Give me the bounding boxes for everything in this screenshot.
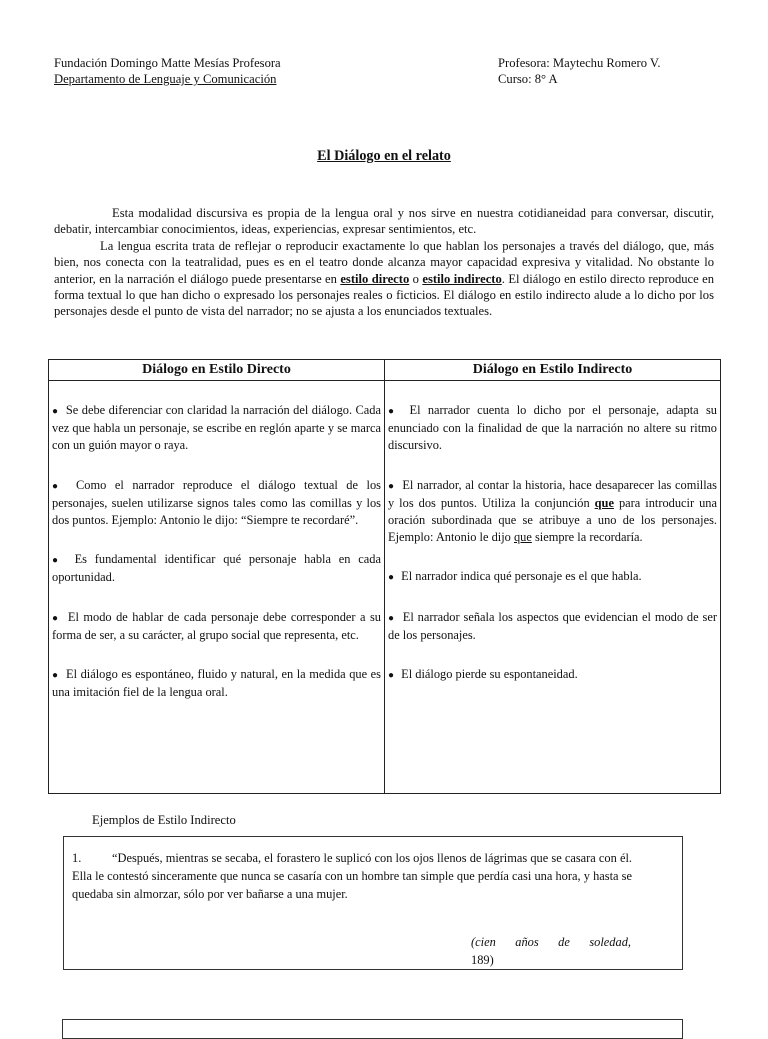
- direct-item: [52, 402, 381, 455]
- indirect-item: [388, 568, 717, 586]
- department-name: Departamento de Lenguaje y Comunicación: [54, 72, 277, 87]
- indirect-item-text: para introducir una oración subordinada que se atribuye a uno de los personajes. Ejemplo: Antonio le dijo: [388, 495, 717, 545]
- keyword-que: que: [513, 530, 532, 545]
- bullet-icon: ●: [388, 572, 395, 584]
- intro-paragraph-2: [54, 238, 714, 320]
- indirect-item-text: El narrador, al contar la historia, hace desaparecer las comillas y los dos puntos. Utiliza la conjunción: [388, 477, 717, 510]
- table-body-row: [49, 381, 721, 794]
- intro-paragraph-1: Esta modalidad discursiva es propia de la lengua oral y nos sirve en nuestra cotidianeidad para conversar, discutir, debatir, intercambiar conocimientos, ideas, experiencias, expresar sentimientos, etc.: [54, 206, 714, 237]
- intro-p2-part-c: . El diálogo en estilo directo reproduce en forma textual lo que han dicho o expresado los personajes reales o ficticios. El diálogo en estilo indirecto alude a lo dicho por los personajes desde el punto de vista del narrador; no se ajusta a los enunciados textuales.: [54, 271, 715, 319]
- intro-p2-part-a: La lengua escrita trata de reflejar o reproducir exactamente lo que hablan los personajes a través del diálogo, que, más bien, nos conecta con la teatralidad, pues es en el teatro donde alcanza mayor capacidad expresiva y vitalidad. No obstante lo anterior, en la narración el diálogo puede presentarse en: [54, 238, 714, 286]
- indirect-item: [388, 609, 717, 644]
- direct-item: [52, 666, 381, 701]
- direct-item: [52, 551, 381, 586]
- header-right: [498, 55, 728, 88]
- direct-style-column: [49, 381, 385, 794]
- direct-item: [52, 609, 381, 644]
- intro-text: [54, 205, 714, 320]
- bullet-icon: ●: [52, 555, 63, 567]
- second-example-box: [62, 1019, 683, 1039]
- indirect-item-text: El narrador cuenta lo dicho por el personaje, adapta su enunciado con la finalidad de que la narración no altere su ritmo discursivo.: [388, 403, 717, 453]
- bullet-icon: ●: [388, 480, 395, 492]
- bullet-icon: ●: [388, 406, 399, 417]
- bullet-icon: ●: [52, 612, 60, 624]
- direct-item-text: Se debe diferenciar con claridad la narración del diálogo. Cada vez que habla un personaje, se escribe en reglón aparte y se marca con un guión mayor o raya.: [52, 403, 381, 453]
- intro-p2-part-b: o: [409, 271, 423, 286]
- direct-item-text: El diálogo es espontáneo, fluido y natural, en la medida que es una imitación fiel de la lengua oral.: [52, 667, 381, 700]
- direct-item-text: Es fundamental identificar qué personaje habla en cada oportunidad.: [52, 552, 381, 585]
- keyword-que: que: [594, 495, 614, 510]
- example-quote: [72, 850, 632, 903]
- direct-item-text: Como el narrador reproduce el diálogo textual de los personajes, suelen utilizarse signos tales como las comillas y los dos puntos. Ejemplo: Antonio le dijo: “Siempre te recordaré”.: [52, 477, 381, 528]
- bullet-icon: ●: [52, 670, 59, 682]
- indirect-item: [388, 666, 717, 684]
- term-estilo-indirecto: estilo indirecto: [422, 271, 502, 286]
- page-title: El Diálogo en el relato: [317, 148, 451, 164]
- institution-name: Fundación Domingo Matte Mesías Profesora: [54, 56, 281, 70]
- bullet-icon: ●: [52, 480, 64, 492]
- indirect-style-column: [385, 381, 721, 794]
- bullet-icon: ●: [388, 670, 395, 682]
- example-quote-text: “Después, mientras se secaba, el forastero le suplicó con los ojos llenos de lágrimas que se casara con él. Ella le contestó sinceramente que nunca se casaría con un hombre tan simple que perdía casi una hora, y hasta se quedaba sin almorzar, sólo por ver bañarse a una mujer.: [72, 851, 632, 901]
- term-estilo-directo: estilo directo: [340, 271, 410, 286]
- indirect-item-text: El narrador indica qué personaje es el que habla.: [401, 569, 642, 584]
- bullet-icon: ●: [388, 612, 395, 624]
- header-indirect-style: Diálogo en Estilo Indirecto: [385, 360, 721, 381]
- comparison-table: [48, 359, 721, 794]
- course-name: Curso: 8° A: [498, 72, 558, 87]
- example-citation: [471, 933, 631, 969]
- bullet-icon: ●: [52, 406, 59, 417]
- example-number: 1.: [72, 851, 82, 865]
- example-box: [63, 836, 683, 970]
- table-header-row: [49, 360, 721, 381]
- header-direct-style: Diálogo en Estilo Directo: [49, 360, 385, 381]
- indirect-item-text: El diálogo pierde su espontaneidad.: [401, 667, 578, 682]
- citation-page: 189): [471, 953, 494, 967]
- teacher-name: Profesora: Maytechu Romero V.: [498, 56, 661, 70]
- indirect-item: [388, 477, 717, 547]
- indirect-item-text: El narrador señala los aspectos que evidencian el modo de ser de los personajes.: [388, 609, 717, 642]
- indirect-item: [388, 402, 717, 455]
- direct-item-text: El modo de hablar de cada personaje debe corresponder a su forma de ser, a su carácter, al grupo social que representa, etc.: [52, 609, 381, 642]
- indirect-item-text: siempre la recordaría.: [531, 530, 643, 545]
- header-left: [54, 55, 394, 88]
- examples-label: Ejemplos de Estilo Indirecto: [92, 813, 236, 827]
- citation-title: (cien años de soledad,: [471, 935, 631, 949]
- direct-item: [52, 477, 381, 530]
